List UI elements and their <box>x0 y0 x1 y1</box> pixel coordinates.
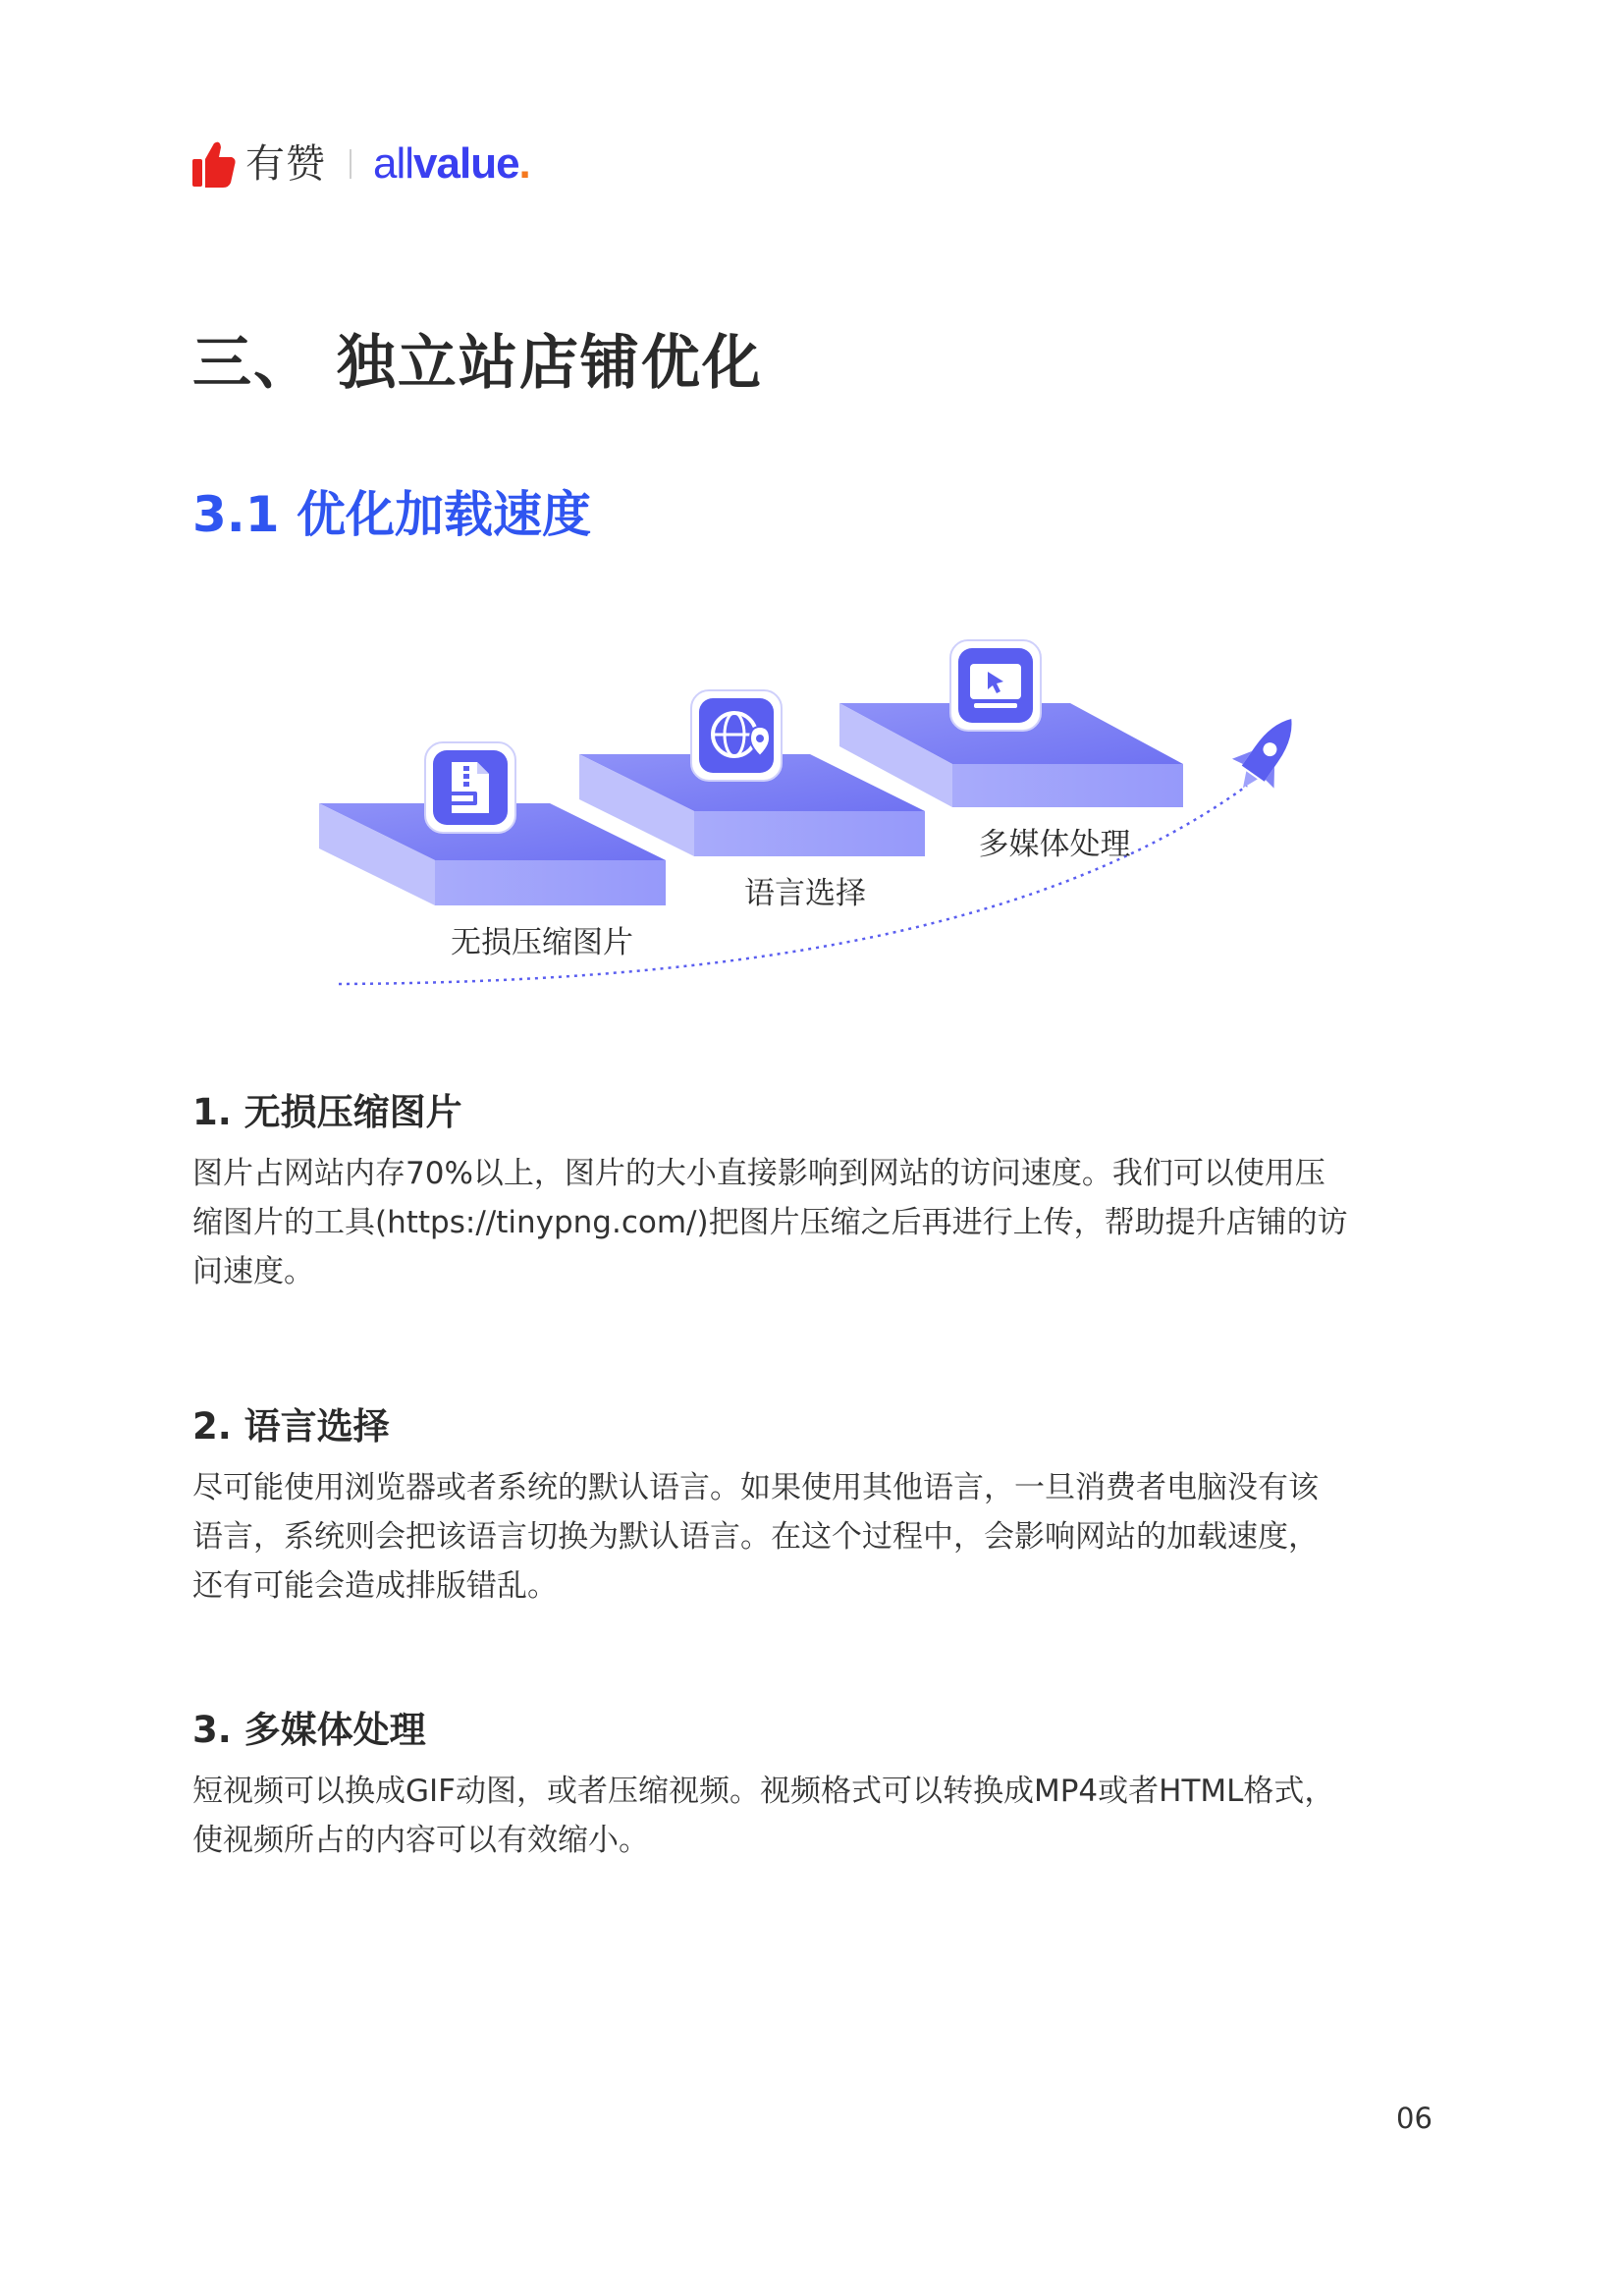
allvalue-logo-light: all <box>373 139 414 188</box>
allvalue-logo-bold: value <box>413 139 519 188</box>
section-subtitle: 3.1 优化加载速度 <box>192 486 591 543</box>
page-number: 06 <box>1396 2102 1433 2135</box>
allvalue-logo-dot: . <box>518 139 530 188</box>
allvalue-logo <box>373 139 530 189</box>
brand-header <box>192 139 530 189</box>
section-3-line: 使视频所占的内容可以有效缩小。 <box>192 1823 649 1858</box>
globe-location-icon <box>691 690 782 781</box>
section-3-body <box>192 1767 1432 1865</box>
brand-name-cn: 有赞 <box>245 141 326 187</box>
step-label-3: 多媒体处理 <box>978 827 1131 862</box>
section-3-line: 短视频可以换成GIF动图，或者压缩视频。视频格式可以转换成MP4或者HTML格式， <box>192 1774 1335 1809</box>
jpg-file-icon <box>425 742 515 833</box>
section-3-title: 3. 多媒体处理 <box>192 1709 426 1751</box>
monitor-cursor-icon <box>950 640 1041 731</box>
watermark <box>166 17 520 150</box>
section-1-line: 图片占网站内存70%以上，图片的大小直接影响到网站的访问速度。我们可以使用压 <box>192 1156 1325 1191</box>
section-2-title: 2. 语言选择 <box>192 1405 390 1448</box>
step-label-1: 无损压缩图片 <box>451 925 633 960</box>
brand-divider <box>350 149 351 179</box>
section-2-body <box>192 1463 1432 1611</box>
page-title: 三、 独立站店铺优化 <box>192 329 763 398</box>
section-1-line: 问速度。 <box>192 1254 314 1289</box>
section-1-body <box>192 1149 1432 1296</box>
section-1-line: 缩图片的工具(https://tinypng.com/)把图片压缩之后再进行上传，帮助提升店铺的访 <box>192 1205 1348 1240</box>
thumbs-up-logo-icon <box>192 139 236 189</box>
section-2-line: 语言，系统则会把该语言切换为默认语言。在这个过程中，会影响网站的加载速度， <box>192 1519 1319 1555</box>
section-1-title: 1. 无损压缩图片 <box>192 1091 462 1133</box>
rocket-icon <box>1222 704 1313 802</box>
section-2-line: 还有可能会造成排版错乱。 <box>192 1568 558 1604</box>
section-2-line: 尽可能使用浏览器或者系统的默认语言。如果使用其他语言，一旦消费者电脑没有该 <box>192 1470 1319 1505</box>
step-label-2: 语言选择 <box>744 876 866 911</box>
